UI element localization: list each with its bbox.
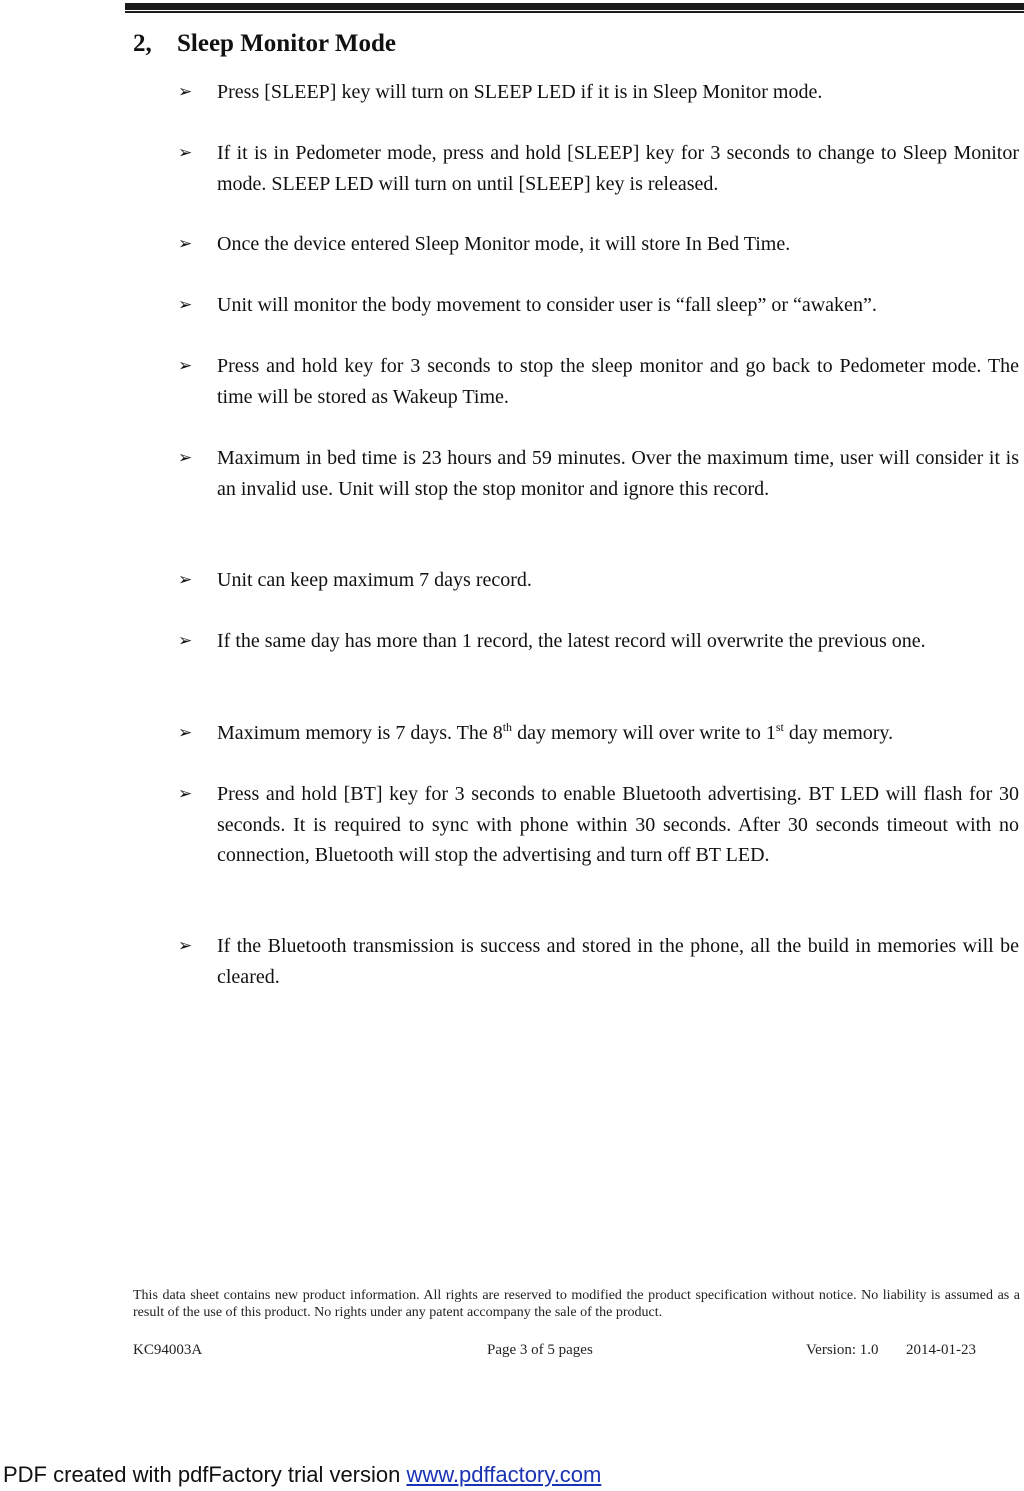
pdf-trial-banner	[3, 1462, 601, 1488]
pdffactory-link[interactable]: www.pdffactory.com	[406, 1462, 602, 1487]
arrow-bullet-icon: ➢	[178, 82, 193, 102]
list-item-text: Press and hold [BT] key for 3 seconds to enable Bluetooth advertising. BT LED will flash for 30 seconds. It is required to sync with phone within 30 seconds. After 30 seconds timeout with no connection, Bluetooth will stop the advertising and turn off BT LED.	[217, 783, 1019, 866]
list-item-text: Press and hold key for 3 seconds to stop the sleep monitor and go back to Pedometer mode. The time will be stored as Wakeup Time.	[217, 355, 1019, 408]
footer-page-number: Page 3 of 5 pages	[487, 1342, 593, 1358]
header-rule-thin	[125, 11, 1024, 13]
banner-text: PDF created with pdfFactory trial version	[3, 1462, 407, 1487]
header-rule	[125, 3, 1024, 10]
arrow-bullet-icon: ➢	[178, 356, 193, 376]
footer-version: Version: 1.0	[806, 1342, 879, 1358]
arrow-bullet-icon: ➢	[178, 631, 193, 651]
arrow-bullet-icon: ➢	[178, 723, 193, 743]
list-item-text: Maximum in bed time is 23 hours and 59 minutes. Over the maximum time, user will consider it is an invalid use. Unit will stop the stop monitor and ignore this record.	[217, 447, 1019, 500]
list-item-text: Unit will monitor the body movement to consider user is “fall sleep” or “awaken”.	[217, 294, 877, 316]
list-item-text: If it is in Pedometer mode, press and hold [SLEEP] key for 3 seconds to change to Sleep Monitor mode. SLEEP LED will turn on until [SLEEP] key is released.	[217, 142, 1019, 195]
arrow-bullet-icon: ➢	[178, 936, 193, 956]
section-title: Sleep Monitor Mode	[177, 30, 396, 57]
footer-doc-id: KC94003A	[133, 1342, 203, 1358]
arrow-bullet-icon: ➢	[178, 784, 193, 804]
footer-disclaimer: This data sheet contains new product information. All rights are reserved to modified the product specification without notice. No liability is assumed as a result of the use of this product. No rights under any patent accompany the sale of the product.	[133, 1288, 1020, 1320]
arrow-bullet-icon: ➢	[178, 570, 193, 590]
list-item-text: If the same day has more than 1 record, the latest record will overwrite the previous one.	[217, 630, 926, 652]
arrow-bullet-icon: ➢	[178, 143, 193, 163]
arrow-bullet-icon: ➢	[178, 295, 193, 315]
arrow-bullet-icon: ➢	[178, 448, 193, 468]
list-item-text: Unit can keep maximum 7 days record.	[217, 569, 532, 591]
section-number: 2,	[133, 30, 152, 57]
footer-date: 2014-01-23	[906, 1342, 976, 1358]
list-item-text: If the Bluetooth transmission is success and stored in the phone, all the build in memories will be cleared.	[217, 935, 1019, 988]
section-heading	[133, 30, 396, 58]
arrow-bullet-icon: ➢	[178, 234, 193, 254]
list-item-text: Once the device entered Sleep Monitor mode, it will store In Bed Time.	[217, 233, 791, 255]
list-item-text: Press [SLEEP] key will turn on SLEEP LED if it is in Sleep Monitor mode.	[217, 81, 823, 103]
list-item-text: Maximum memory is 7 days. The 8th day memory will over write to 1st day memory.	[217, 720, 894, 744]
